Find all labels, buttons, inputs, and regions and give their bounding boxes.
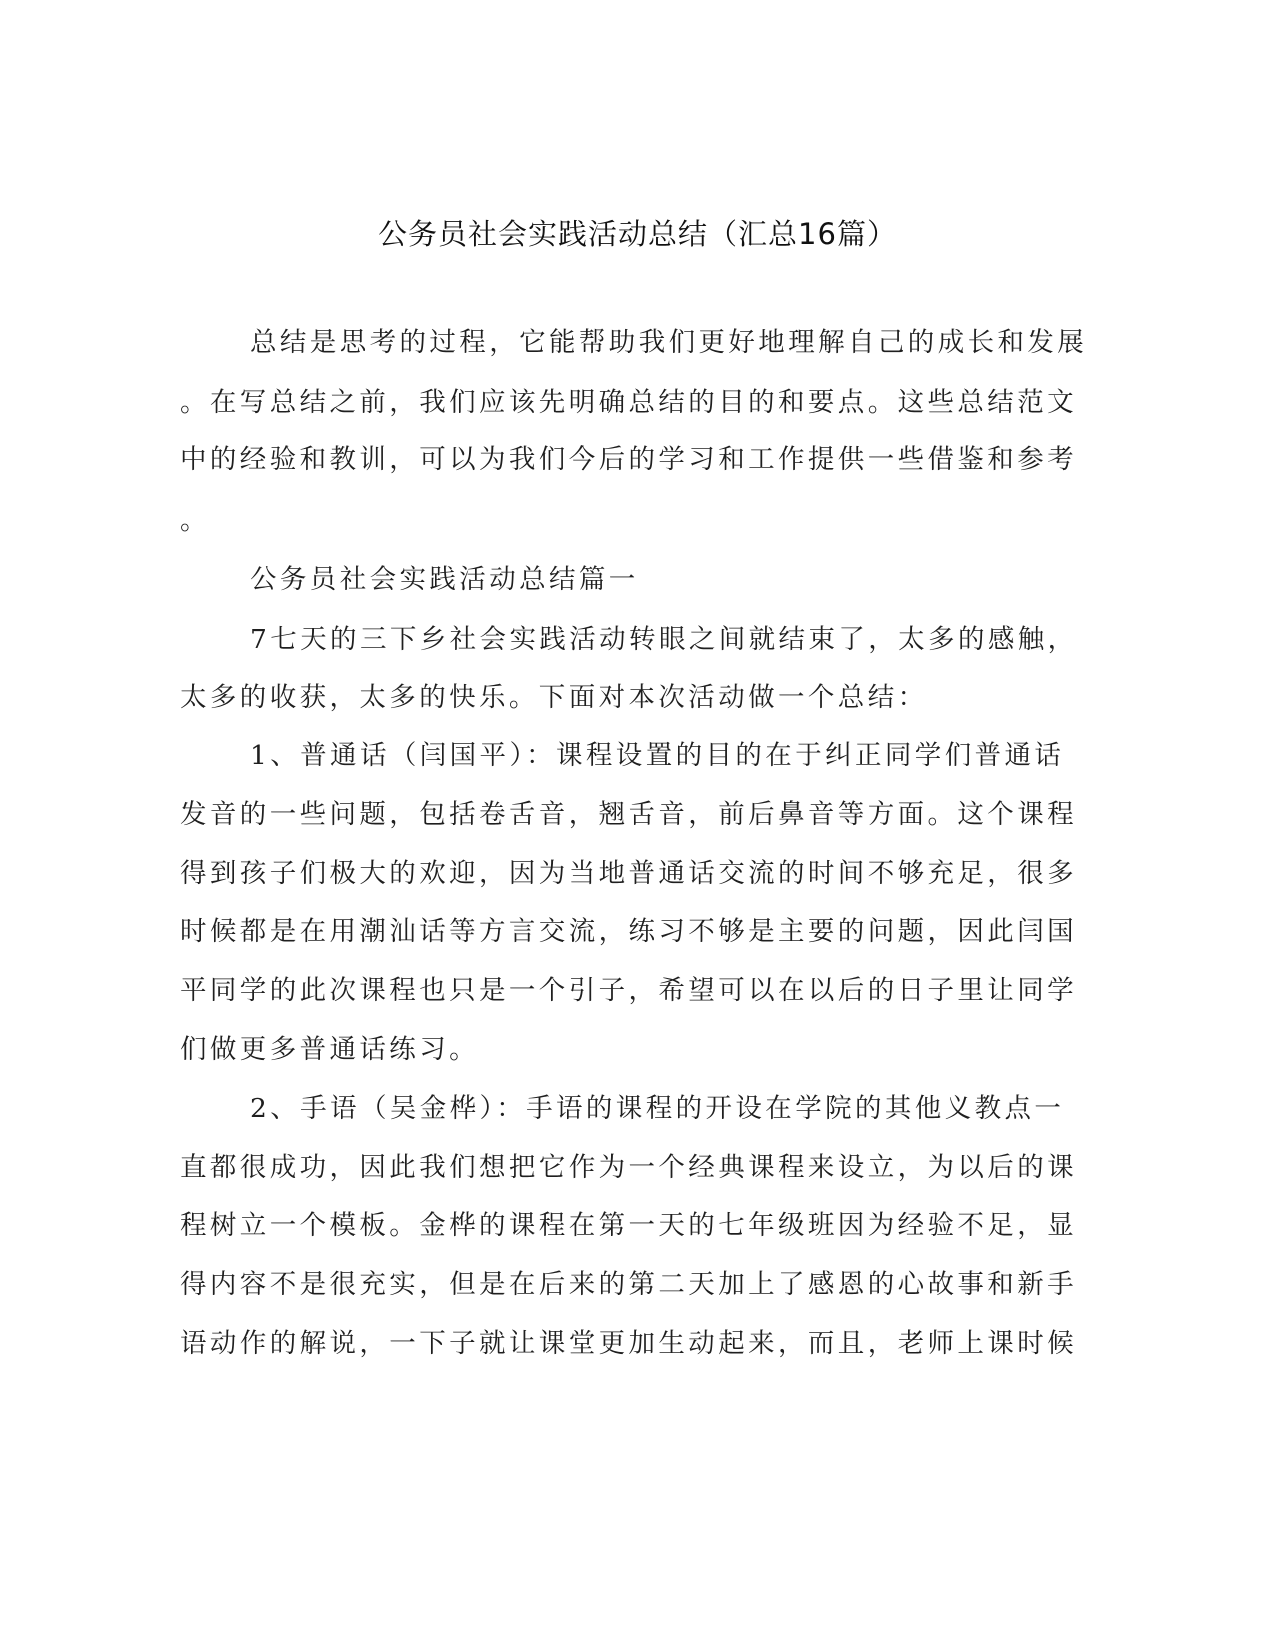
body-line: 直都很成功，因此我们想把它作为一个经典课程来设立，为以后的课 — [180, 1152, 1077, 1183]
body-line: 1、普通话（闫国平）：课程设置的目的在于纠正同学们普通话 — [250, 740, 1065, 771]
body-line: 得内容不是很充实，但是在后来的第二天加上了感恩的心故事和新手 — [180, 1269, 1077, 1300]
body-line: 程树立一个模板。金桦的课程在第一天的七年级班因为经验不足，显 — [180, 1210, 1077, 1241]
body-line: 发音的一些问题，包括卷舌音，翘舌音，前后鼻音等方面。这个课程 — [180, 799, 1077, 830]
body-line: 太多的收获，太多的快乐。下面对本次活动做一个总结： — [180, 682, 928, 713]
body-line: 中的经验和教训，可以为我们今后的学习和工作提供一些借鉴和参考 — [180, 444, 1077, 475]
body-line: 2、手语（吴金桦）：手语的课程的开设在学院的其他义教点一 — [250, 1093, 1065, 1124]
body-line: 总结是思考的过程，它能帮助我们更好地理解自己的成长和发展 — [250, 327, 1088, 358]
body-line: 时候都是在用潮汕话等方言交流，练习不够是主要的问题，因此闫国 — [180, 916, 1077, 947]
body-line: 得到孩子们极大的欢迎，因为当地普通话交流的时间不够充足，很多 — [180, 858, 1077, 889]
section-heading: 公务员社会实践活动总结篇一 — [250, 564, 639, 595]
body-line: 。在写总结之前，我们应该先明确总结的目的和要点。这些总结范文 — [180, 387, 1077, 418]
body-line: 平同学的此次课程也只是一个引子，希望可以在以后的日子里让同学 — [180, 975, 1077, 1006]
body-line: 。 — [180, 505, 210, 536]
document-title: 公务员社会实践活动总结（汇总16篇） — [378, 217, 897, 251]
body-line: 语动作的解说，一下子就让课堂更加生动起来，而且，老师上课时候 — [180, 1328, 1077, 1359]
body-line: 们做更多普通话练习。 — [180, 1034, 479, 1065]
body-line: 7七天的三下乡社会实践活动转眼之间就结束了，太多的感触， — [250, 624, 1078, 655]
